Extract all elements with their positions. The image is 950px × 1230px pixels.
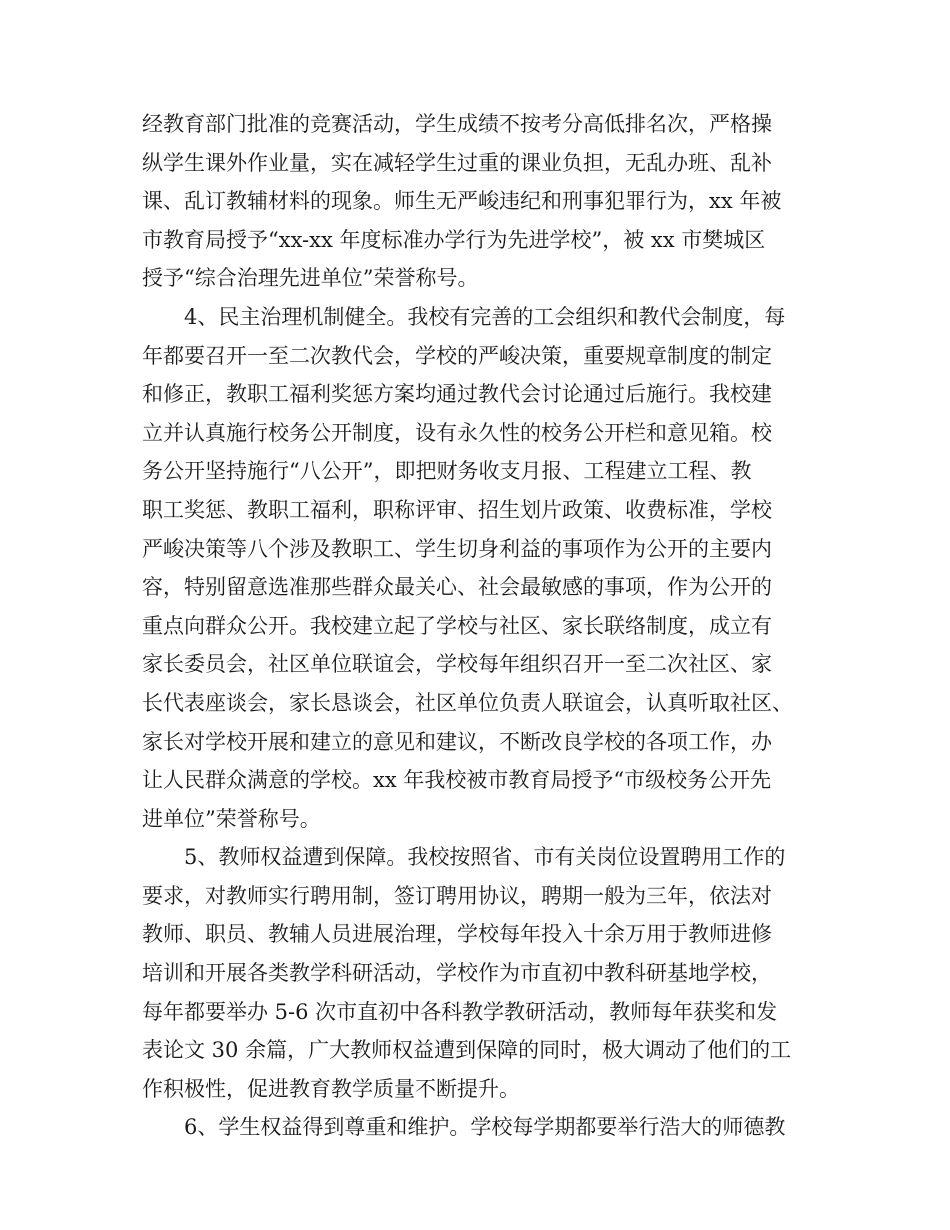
text-line: 作积极性，促进教育教学质量不断提升。 [142, 1076, 520, 1101]
text-line: 进单位”荣誉称号。 [142, 806, 321, 831]
paragraph-5-first-line: 5、教师权益遭到保障。我校按照省、市有关岗位设置聘用工作的 [142, 845, 786, 870]
text-line: 年都要召开一至二次教代会，学校的严峻决策，重要规章制度的制定 [142, 343, 772, 368]
text-line: 严峻决策等八个涉及教职工、学生切身利益的事项作为公开的主要内 [142, 536, 772, 561]
text-line: 教师、职员、教辅人员进展治理，学校每年投入十余万用于教师进修 [142, 922, 772, 947]
text-line: 容，特别留意选准那些群众最关心、社会最敏感的事项，作为公开的 [142, 575, 772, 600]
text-line: 课、乱订教辅材料的现象。师生无严峻违纪和刑事犯罪行为，xx 年被 [142, 189, 782, 214]
text-line: 培训和开展各类教学科研活动，学校作为市直初中教科研基地学校， [142, 961, 772, 986]
text-line: 授予“综合治理先进单位”荣誉称号。 [142, 266, 479, 291]
text-line: 和修正，教职工福利奖惩方案均通过教代会讨论通过后施行。我校建 [142, 382, 772, 407]
text-line: 表论文 30 余篇，广大教师权益遭到保障的同时，极大调动了他们的工 [142, 1038, 792, 1063]
text-line: 立并认真施行校务公开制度，设有永久性的校务公开栏和意见箱。校 [142, 420, 772, 445]
text-line: 长代表座谈会，家长恳谈会，社区单位负责人联谊会，认真听取社区、 [142, 690, 793, 715]
text-line: 务公开坚持施行“八公开”，即把财务收支月报、工程建立工程、教 [142, 459, 752, 484]
text-line: 市教育局授予“xx-xx 年度标准办学行为先进学校”，被 xx 市樊城区 [142, 227, 766, 252]
text-line: 家长对学校开展和建立的意见和建议，不断改良学校的各项工作，办 [142, 729, 772, 754]
text-line: 要求，对教师实行聘用制，签订聘用协议，聘期一般为三年，依法对 [142, 883, 772, 908]
text-line: 家长委员会，社区单位联谊会，学校每年组织召开一至二次社区、家 [142, 652, 772, 677]
text-line: 每年都要举办 5-6 次市直初中各科教学教研活动，教师每年获奖和发 [142, 999, 778, 1024]
text-line: 职工奖惩、教职工福利，职称评审、招生划片政策、收费标准，学校 [142, 497, 772, 522]
text-line: 重点向群众公开。我校建立起了学校与社区、家长联络制度，成立有 [142, 613, 772, 638]
text-line: 经教育部门批准的竞赛活动，学生成绩不按考分高低排名次，严格操 [142, 112, 772, 136]
text-line: 纵学生课外作业量，实在减轻学生过重的课业负担，无乱办班、乱补 [142, 150, 772, 175]
paragraph-4-first-line: 4、民主治理机制健全。我校有完善的工会组织和教代会制度，每 [142, 304, 786, 329]
paragraph-6-first-line: 6、学生权益得到尊重和维护。学校每学期都要举行浩大的师德教 [142, 1115, 786, 1140]
text-line: 让人民群众满意的学校。xx 年我校被市教育局授予“市级校务公开先 [142, 768, 772, 793]
document-body [142, 105, 832, 1147]
